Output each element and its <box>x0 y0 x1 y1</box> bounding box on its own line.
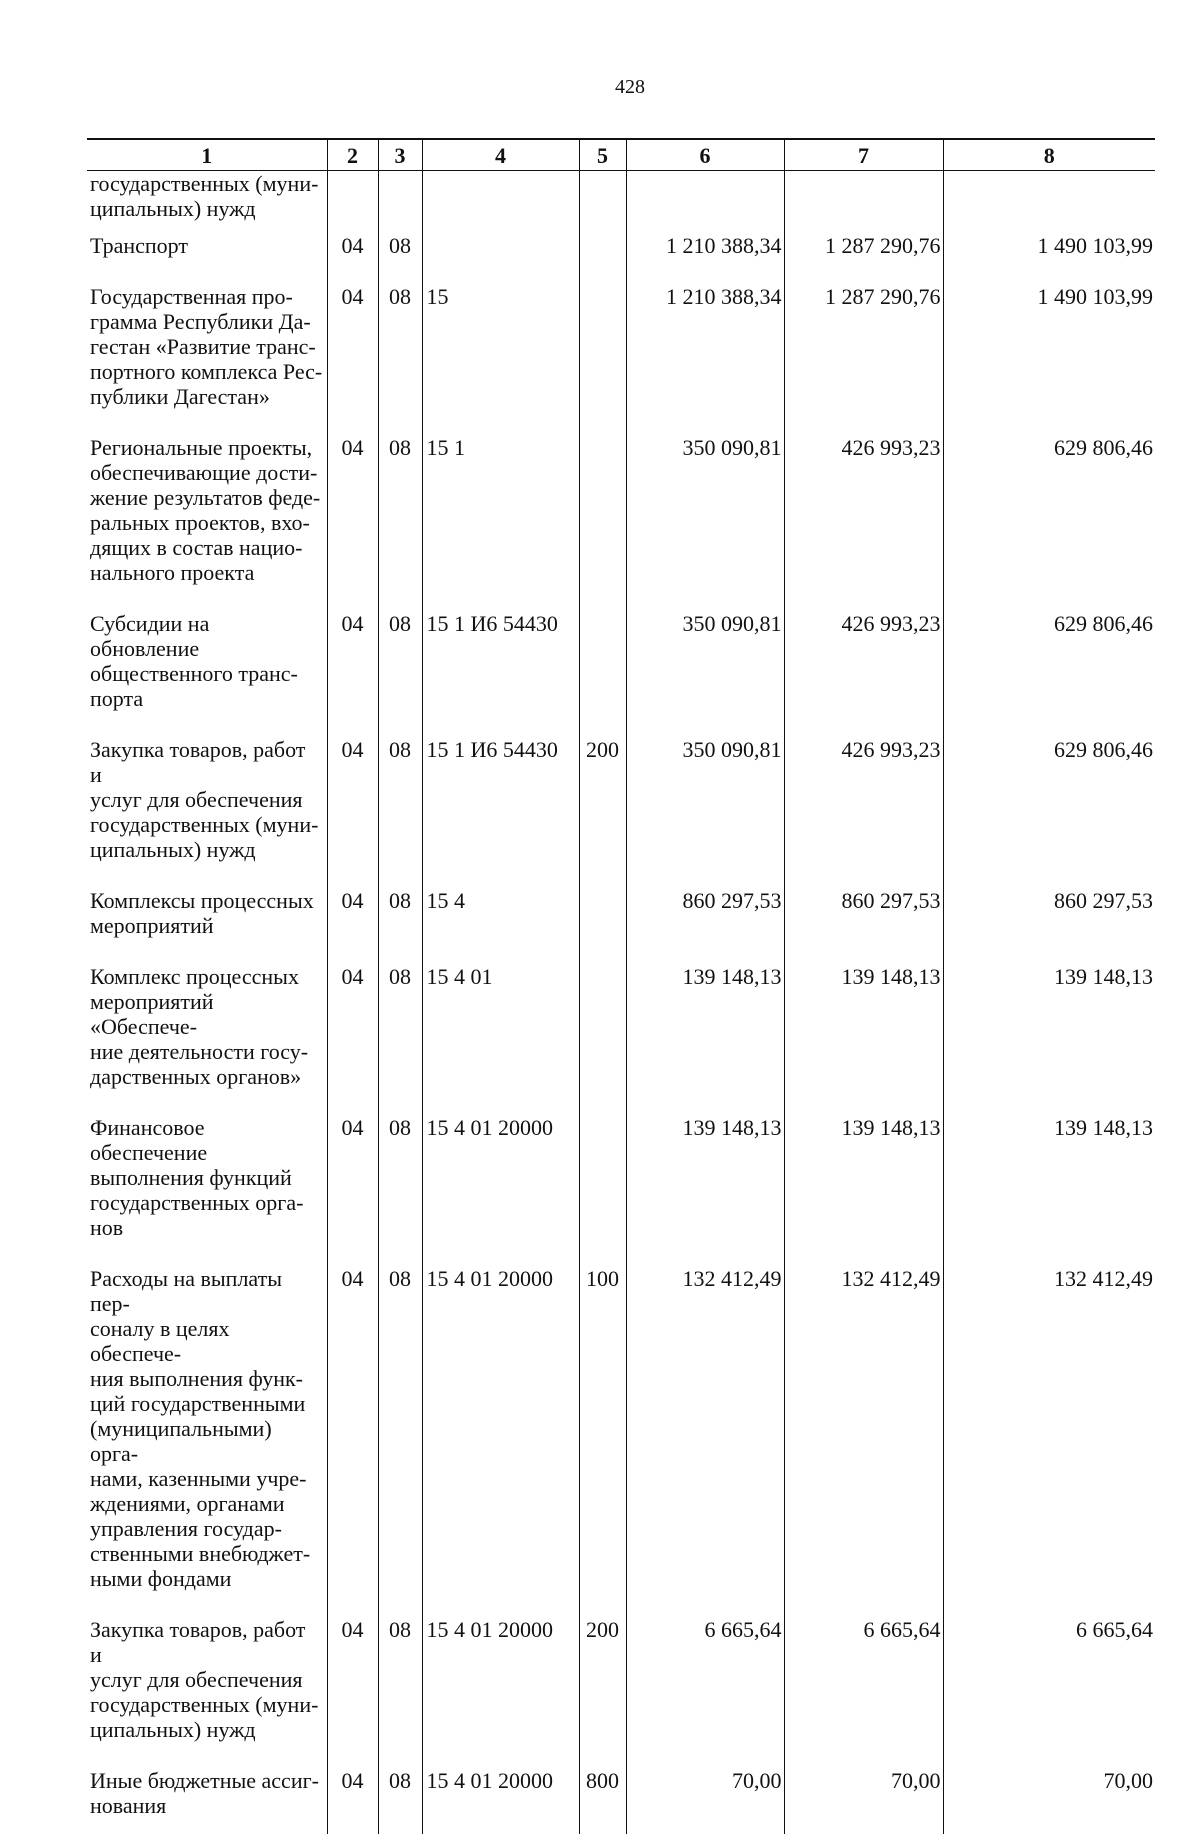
spacer-cell <box>327 585 378 611</box>
target-article-code-cell: 15 <box>422 284 579 409</box>
amount-year-2-cell <box>784 171 943 222</box>
amount-year-3-cell: 1 490 103,99 <box>943 233 1155 258</box>
expense-type-code-cell: 200 <box>579 737 626 862</box>
amount-year-2-cell: 6 665,64 <box>784 1617 943 1742</box>
amount-year-3-cell: 860 297,53 <box>943 888 1155 938</box>
row-name-line: ния выполнения функ- <box>90 1366 323 1391</box>
subsection-code-cell: 08 <box>378 888 422 938</box>
table-row <box>87 888 1155 938</box>
table-row <box>87 435 1155 585</box>
spacer-cell <box>784 938 943 964</box>
spacer-cell <box>943 711 1155 737</box>
table-row <box>87 1768 1155 1834</box>
spacer-cell <box>422 938 579 964</box>
expense-type-code-cell: 200 <box>579 1617 626 1742</box>
amount-year-1-cell: 1 210 388,34 <box>626 284 784 409</box>
expense-type-code-cell <box>579 964 626 1089</box>
row-name-line: общественного транс- <box>90 661 323 686</box>
section-code-cell: 04 <box>327 964 378 1089</box>
spacer-cell <box>943 1591 1155 1617</box>
header-col-2: 2 <box>327 139 378 171</box>
amount-year-2-cell: 1 287 290,76 <box>784 233 943 258</box>
row-name-line: услуг для обеспечения <box>90 1667 323 1692</box>
header-col-7: 7 <box>784 139 943 171</box>
amount-year-2-cell: 426 993,23 <box>784 435 943 585</box>
spacer-cell <box>422 221 579 233</box>
spacer-cell <box>378 711 422 737</box>
amount-year-3-cell: 629 806,46 <box>943 737 1155 862</box>
spacer-cell <box>87 711 327 737</box>
row-name-cell <box>87 888 327 938</box>
spacer-cell <box>626 221 784 233</box>
spacer-cell <box>422 1591 579 1617</box>
spacer-cell <box>626 862 784 888</box>
row-name-line: дящих в состав нацио- <box>90 535 323 560</box>
section-code-cell: 04 <box>327 888 378 938</box>
amount-year-2-cell: 426 993,23 <box>784 737 943 862</box>
amount-year-2-cell: 139 148,13 <box>784 1115 943 1240</box>
row-name-cell <box>87 284 327 409</box>
spacer-cell <box>626 711 784 737</box>
row-name-line: нования <box>90 1793 323 1818</box>
expense-type-code-cell <box>579 284 626 409</box>
amount-year-2-cell: 132 412,49 <box>784 1266 943 1591</box>
amount-year-1-cell: 70,00 <box>626 1768 784 1834</box>
spacer-cell <box>378 258 422 284</box>
spacer-cell <box>943 1240 1155 1266</box>
expense-type-code-cell: 800 <box>579 1768 626 1834</box>
spacer-cell <box>87 409 327 435</box>
section-code-cell <box>327 171 378 222</box>
target-article-code-cell: 15 4 01 20000 <box>422 1617 579 1742</box>
spacer-cell <box>626 1742 784 1768</box>
row-name-line: нального проекта <box>90 560 323 585</box>
row-spacer <box>87 1591 1155 1617</box>
spacer-cell <box>784 221 943 233</box>
row-name-line: ципальных) нужд <box>90 196 323 221</box>
amount-year-2-cell: 139 148,13 <box>784 964 943 1089</box>
header-col-3: 3 <box>378 139 422 171</box>
spacer-cell <box>579 1240 626 1266</box>
amount-year-3-cell: 139 148,13 <box>943 964 1155 1089</box>
subsection-code-cell: 08 <box>378 1768 422 1834</box>
row-name-cell <box>87 1266 327 1591</box>
spacer-cell <box>784 711 943 737</box>
target-article-code-cell: 15 1 И6 54430 <box>422 737 579 862</box>
table-row <box>87 284 1155 409</box>
row-name-line: ципальных) нужд <box>90 837 323 862</box>
row-name-line: Финансовое обеспечение <box>90 1115 323 1165</box>
amount-year-3-cell: 70,00 <box>943 1768 1155 1834</box>
row-name-line: услуг для обеспечения <box>90 787 323 812</box>
row-spacer <box>87 409 1155 435</box>
spacer-cell <box>579 221 626 233</box>
spacer-cell <box>378 585 422 611</box>
header-col-1: 1 <box>87 139 327 171</box>
amount-year-3-cell: 629 806,46 <box>943 611 1155 711</box>
row-name-line: соналу в целях обеспече- <box>90 1316 323 1366</box>
row-name-cell <box>87 964 327 1089</box>
spacer-cell <box>784 1089 943 1115</box>
section-code-cell: 04 <box>327 1617 378 1742</box>
row-name-line: управления государ- <box>90 1516 323 1541</box>
spacer-cell <box>87 585 327 611</box>
row-name-line: порта <box>90 686 323 711</box>
row-name-cell <box>87 171 327 222</box>
amount-year-1-cell: 139 148,13 <box>626 1115 784 1240</box>
spacer-cell <box>327 1089 378 1115</box>
spacer-cell <box>579 585 626 611</box>
row-name-line: ждениями, органами <box>90 1491 323 1516</box>
subsection-code-cell: 08 <box>378 233 422 258</box>
row-name-cell <box>87 435 327 585</box>
spacer-cell <box>87 1240 327 1266</box>
spacer-cell <box>626 1591 784 1617</box>
spacer-cell <box>943 862 1155 888</box>
row-name-line: ральных проектов, вхо- <box>90 510 323 535</box>
row-name-line: грамма Республики Да- <box>90 309 323 334</box>
spacer-cell <box>87 938 327 964</box>
expense-type-code-cell <box>579 233 626 258</box>
spacer-cell <box>87 862 327 888</box>
row-spacer <box>87 938 1155 964</box>
target-article-code-cell <box>422 171 579 222</box>
spacer-cell <box>422 862 579 888</box>
row-spacer <box>87 711 1155 737</box>
section-code-cell: 04 <box>327 737 378 862</box>
table-row <box>87 1617 1155 1742</box>
amount-year-1-cell <box>626 171 784 222</box>
spacer-cell <box>87 1591 327 1617</box>
row-name-line: жение результатов феде- <box>90 485 323 510</box>
spacer-cell <box>943 258 1155 284</box>
target-article-code-cell: 15 4 01 20000 <box>422 1768 579 1834</box>
subsection-code-cell: 08 <box>378 737 422 862</box>
row-name-line: Региональные проекты, <box>90 435 323 460</box>
row-name-line: ций государственными <box>90 1391 323 1416</box>
amount-year-1-cell: 860 297,53 <box>626 888 784 938</box>
row-name-line: Расходы на выплаты пер- <box>90 1266 323 1316</box>
spacer-cell <box>378 1742 422 1768</box>
row-name-line: мероприятий <box>90 913 323 938</box>
target-article-code-cell: 15 1 <box>422 435 579 585</box>
subsection-code-cell: 08 <box>378 435 422 585</box>
target-article-code-cell <box>422 233 579 258</box>
row-name-line: государственных (муни- <box>90 1692 323 1717</box>
spacer-cell <box>422 585 579 611</box>
spacer-cell <box>327 938 378 964</box>
expense-type-code-cell <box>579 611 626 711</box>
row-name-line: Транспорт <box>90 233 323 258</box>
row-name-cell <box>87 1115 327 1240</box>
row-spacer <box>87 221 1155 233</box>
table-row <box>87 171 1155 222</box>
section-code-cell: 04 <box>327 1115 378 1240</box>
spacer-cell <box>378 409 422 435</box>
amount-year-3-cell: 132 412,49 <box>943 1266 1155 1591</box>
spacer-cell <box>943 938 1155 964</box>
spacer-cell <box>579 862 626 888</box>
row-name-cell <box>87 737 327 862</box>
spacer-cell <box>378 1240 422 1266</box>
target-article-code-cell: 15 4 01 <box>422 964 579 1089</box>
target-article-code-cell: 15 4 <box>422 888 579 938</box>
amount-year-1-cell: 132 412,49 <box>626 1266 784 1591</box>
row-spacer <box>87 585 1155 611</box>
amount-year-1-cell: 139 148,13 <box>626 964 784 1089</box>
section-code-cell: 04 <box>327 611 378 711</box>
amount-year-1-cell: 350 090,81 <box>626 435 784 585</box>
spacer-cell <box>422 1742 579 1768</box>
table-row <box>87 233 1155 258</box>
spacer-cell <box>943 221 1155 233</box>
amount-year-3-cell: 1 490 103,99 <box>943 284 1155 409</box>
spacer-cell <box>327 409 378 435</box>
expense-type-code-cell <box>579 888 626 938</box>
row-name-cell <box>87 611 327 711</box>
spacer-cell <box>422 711 579 737</box>
row-name-line: нами, казенными учре- <box>90 1466 323 1491</box>
row-name-line: государственных орга- <box>90 1190 323 1215</box>
subsection-code-cell: 08 <box>378 964 422 1089</box>
table-row <box>87 611 1155 711</box>
row-name-line: ние деятельности госу- <box>90 1039 323 1064</box>
subsection-code-cell: 08 <box>378 1617 422 1742</box>
row-name-line: обеспечивающие дости- <box>90 460 323 485</box>
row-name-line: Иные бюджетные ассиг- <box>90 1768 323 1793</box>
target-article-code-cell: 15 4 01 20000 <box>422 1115 579 1240</box>
spacer-cell <box>626 1240 784 1266</box>
row-name-line: Закупка товаров, работ и <box>90 1617 323 1667</box>
amount-year-1-cell: 350 090,81 <box>626 611 784 711</box>
row-name-line: государственных (муни- <box>90 812 323 837</box>
spacer-cell <box>784 1240 943 1266</box>
amount-year-3-cell: 6 665,64 <box>943 1617 1155 1742</box>
spacer-cell <box>327 258 378 284</box>
spacer-cell <box>579 711 626 737</box>
row-name-line: нов <box>90 1215 323 1240</box>
amount-year-3-cell: 139 148,13 <box>943 1115 1155 1240</box>
table-row <box>87 1115 1155 1240</box>
row-spacer <box>87 1240 1155 1266</box>
spacer-cell <box>626 1089 784 1115</box>
subsection-code-cell: 08 <box>378 1115 422 1240</box>
spacer-cell <box>579 938 626 964</box>
section-code-cell: 04 <box>327 233 378 258</box>
amount-year-3-cell <box>943 171 1155 222</box>
row-name-line: (муниципальными) орга- <box>90 1416 323 1466</box>
row-name-line: ными фондами <box>90 1566 323 1591</box>
table-row <box>87 964 1155 1089</box>
row-name-line: дарственных органов» <box>90 1064 323 1089</box>
target-article-code-cell: 15 1 И6 54430 <box>422 611 579 711</box>
spacer-cell <box>378 1591 422 1617</box>
header-col-8: 8 <box>943 139 1155 171</box>
amount-year-2-cell: 860 297,53 <box>784 888 943 938</box>
spacer-cell <box>626 258 784 284</box>
budget-table <box>87 138 1155 1834</box>
row-name-line: выполнения функций <box>90 1165 323 1190</box>
row-name-line: Закупка товаров, работ и <box>90 737 323 787</box>
spacer-cell <box>327 1591 378 1617</box>
header-row <box>87 139 1155 171</box>
spacer-cell <box>784 1591 943 1617</box>
expense-type-code-cell <box>579 171 626 222</box>
target-article-code-cell: 15 4 01 20000 <box>422 1266 579 1591</box>
row-spacer <box>87 258 1155 284</box>
header-col-6: 6 <box>626 139 784 171</box>
spacer-cell <box>579 1591 626 1617</box>
subsection-code-cell <box>378 171 422 222</box>
spacer-cell <box>943 1742 1155 1768</box>
spacer-cell <box>784 1742 943 1768</box>
expense-type-code-cell <box>579 1115 626 1240</box>
section-code-cell: 04 <box>327 435 378 585</box>
subsection-code-cell: 08 <box>378 1266 422 1591</box>
row-name-line: государственных (муни- <box>90 171 323 196</box>
spacer-cell <box>943 409 1155 435</box>
spacer-cell <box>784 409 943 435</box>
table-row <box>87 1266 1155 1591</box>
spacer-cell <box>422 1089 579 1115</box>
row-name-cell <box>87 1768 327 1834</box>
spacer-cell <box>579 1089 626 1115</box>
row-name-line: публики Дагестан» <box>90 384 323 409</box>
row-name-cell <box>87 1617 327 1742</box>
spacer-cell <box>87 1742 327 1768</box>
expense-type-code-cell: 100 <box>579 1266 626 1591</box>
page-number: 428 <box>0 76 1200 99</box>
spacer-cell <box>579 1742 626 1768</box>
section-code-cell: 04 <box>327 1266 378 1591</box>
spacer-cell <box>626 409 784 435</box>
spacer-cell <box>378 862 422 888</box>
section-code-cell: 04 <box>327 1768 378 1834</box>
spacer-cell <box>943 585 1155 611</box>
spacer-cell <box>784 862 943 888</box>
spacer-cell <box>422 409 579 435</box>
row-name-cell <box>87 233 327 258</box>
amount-year-1-cell: 6 665,64 <box>626 1617 784 1742</box>
row-spacer <box>87 862 1155 888</box>
amount-year-2-cell: 1 287 290,76 <box>784 284 943 409</box>
amount-year-1-cell: 350 090,81 <box>626 737 784 862</box>
row-name-line: ственными внебюджет- <box>90 1541 323 1566</box>
spacer-cell <box>378 221 422 233</box>
spacer-cell <box>327 1240 378 1266</box>
spacer-cell <box>626 585 784 611</box>
spacer-cell <box>378 1089 422 1115</box>
row-spacer <box>87 1089 1155 1115</box>
row-name-line: Комплексы процессных <box>90 888 323 913</box>
table-body <box>87 171 1155 1834</box>
row-name-line: мероприятий «Обеспече- <box>90 989 323 1039</box>
spacer-cell <box>579 258 626 284</box>
spacer-cell <box>327 862 378 888</box>
spacer-cell <box>784 585 943 611</box>
spacer-cell <box>327 221 378 233</box>
header-col-5: 5 <box>579 139 626 171</box>
row-name-line: Государственная про- <box>90 284 323 309</box>
spacer-cell <box>422 1240 579 1266</box>
table-row <box>87 737 1155 862</box>
spacer-cell <box>626 938 784 964</box>
row-name-line: Субсидии на обновление <box>90 611 323 661</box>
expense-type-code-cell <box>579 435 626 585</box>
header-col-4: 4 <box>422 139 579 171</box>
subsection-code-cell: 08 <box>378 611 422 711</box>
spacer-cell <box>378 938 422 964</box>
spacer-cell <box>87 221 327 233</box>
spacer-cell <box>784 258 943 284</box>
spacer-cell <box>87 258 327 284</box>
row-name-line: ципальных) нужд <box>90 1717 323 1742</box>
spacer-cell <box>579 409 626 435</box>
spacer-cell <box>943 1089 1155 1115</box>
amount-year-2-cell: 426 993,23 <box>784 611 943 711</box>
spacer-cell <box>87 1089 327 1115</box>
row-name-line: портного комплекса Рес- <box>90 359 323 384</box>
subsection-code-cell: 08 <box>378 284 422 409</box>
section-code-cell: 04 <box>327 284 378 409</box>
row-name-line: гестан «Развитие транс- <box>90 334 323 359</box>
amount-year-3-cell: 629 806,46 <box>943 435 1155 585</box>
row-spacer <box>87 1742 1155 1768</box>
spacer-cell <box>422 258 579 284</box>
amount-year-1-cell: 1 210 388,34 <box>626 233 784 258</box>
amount-year-2-cell: 70,00 <box>784 1768 943 1834</box>
spacer-cell <box>327 1742 378 1768</box>
row-name-line: Комплекс процессных <box>90 964 323 989</box>
spacer-cell <box>327 711 378 737</box>
